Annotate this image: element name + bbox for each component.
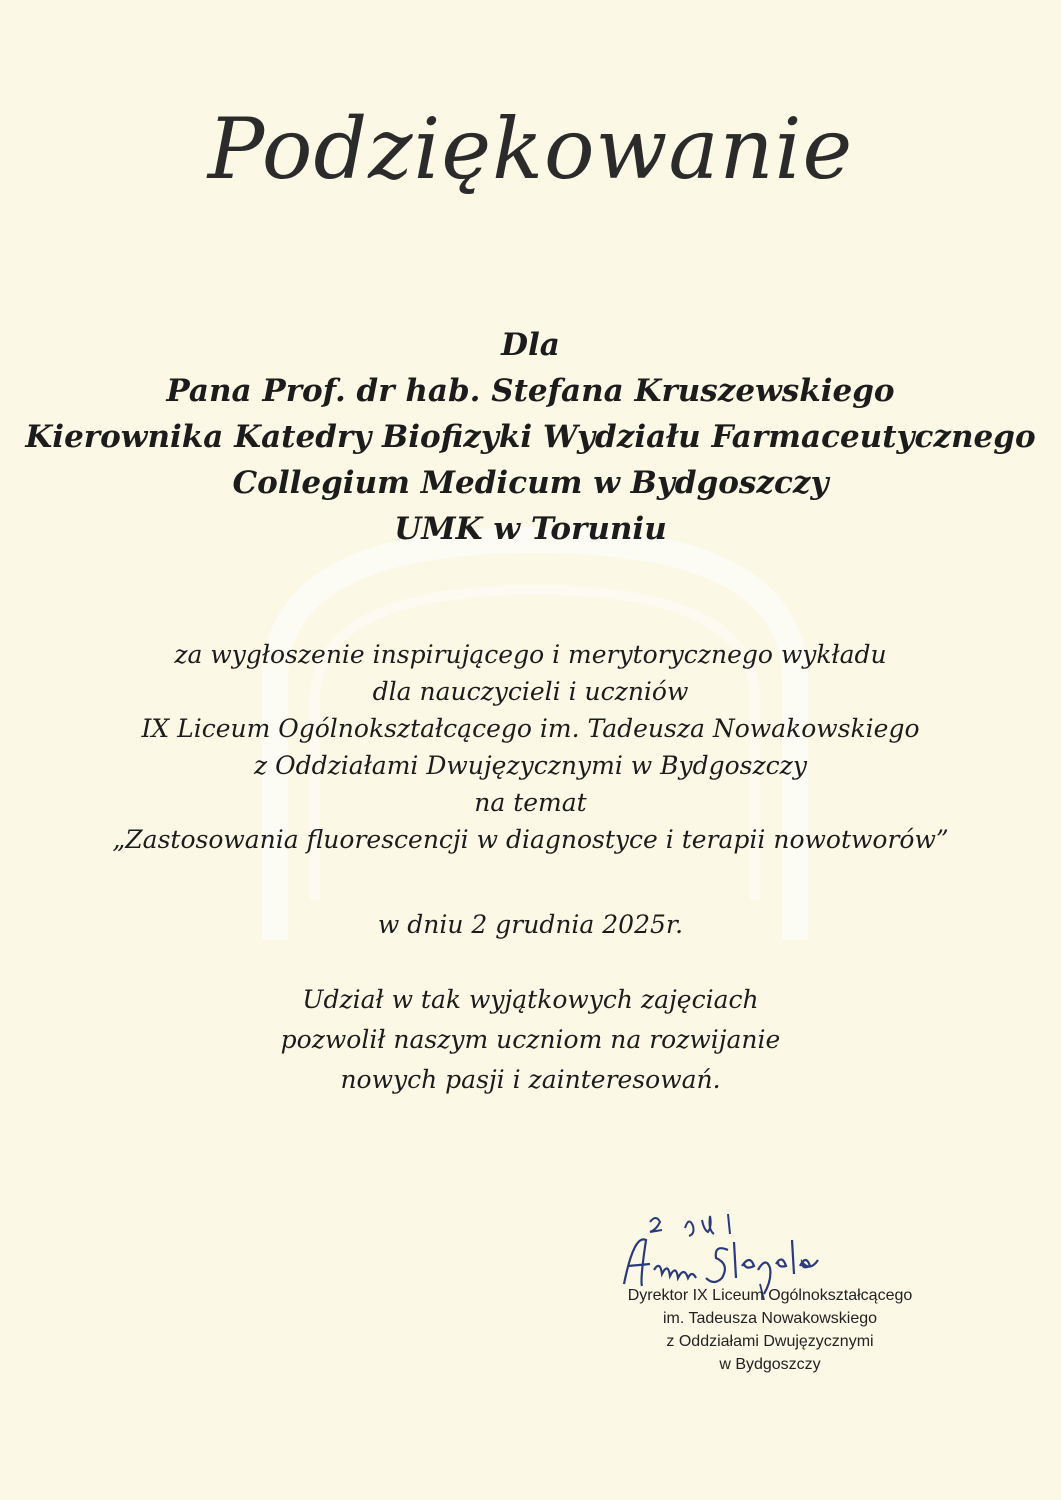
- director-line: im. Tadeusza Nowakowskiego: [662, 1310, 878, 1327]
- recipient-block: [0, 322, 1061, 552]
- event-date: w dniu 2 grudnia 2025r.: [377, 910, 684, 939]
- reason-line: IX Liceum Ogólnokształcącego im. Tadeusza Nowakowskiego: [141, 714, 920, 743]
- recipient-line: Pana Prof. dr hab. Stefana Kruszewskiego: [166, 373, 895, 409]
- reason-line: z Oddziałami Dwujęzycznymi w Bydgoszczy: [254, 751, 807, 780]
- recipient-line: Dla: [501, 327, 560, 363]
- reason-line: na temat: [474, 788, 587, 817]
- director-line: Dyrektor IX Liceum Ogólnokształcącego: [627, 1287, 913, 1304]
- reason-line: „Zastosowania fluorescencji w diagnostyce i terapii nowotworów”: [112, 825, 949, 854]
- director-block: [600, 1284, 940, 1376]
- director-line: z Oddziałami Dwujęzycznymi: [666, 1333, 874, 1350]
- closing-line: pozwolił naszym uczniom na rozwijanie: [280, 1025, 781, 1054]
- reason-block: [0, 636, 1061, 858]
- closing-line: Udział w tak wyjątkowych zajęciach: [302, 985, 759, 1014]
- closing-block: [0, 980, 1061, 1100]
- reason-line: za wygłoszenie inspirującego i merytorycznego wykładu: [174, 640, 887, 669]
- reason-line: dla nauczycieli i uczniów: [372, 677, 689, 706]
- closing-line: nowych pasji i zainteresowań.: [340, 1065, 721, 1094]
- certificate-title: Podziękowanie: [207, 100, 854, 198]
- recipient-line: Collegium Medicum w Bydgoszczy: [232, 465, 829, 501]
- recipient-line: UMK w Toruniu: [394, 511, 667, 547]
- recipient-line: Kierownika Katedry Biofizyki Wydziału Farmaceutycznego: [25, 419, 1036, 455]
- director-line: w Bydgoszczy: [719, 1356, 821, 1373]
